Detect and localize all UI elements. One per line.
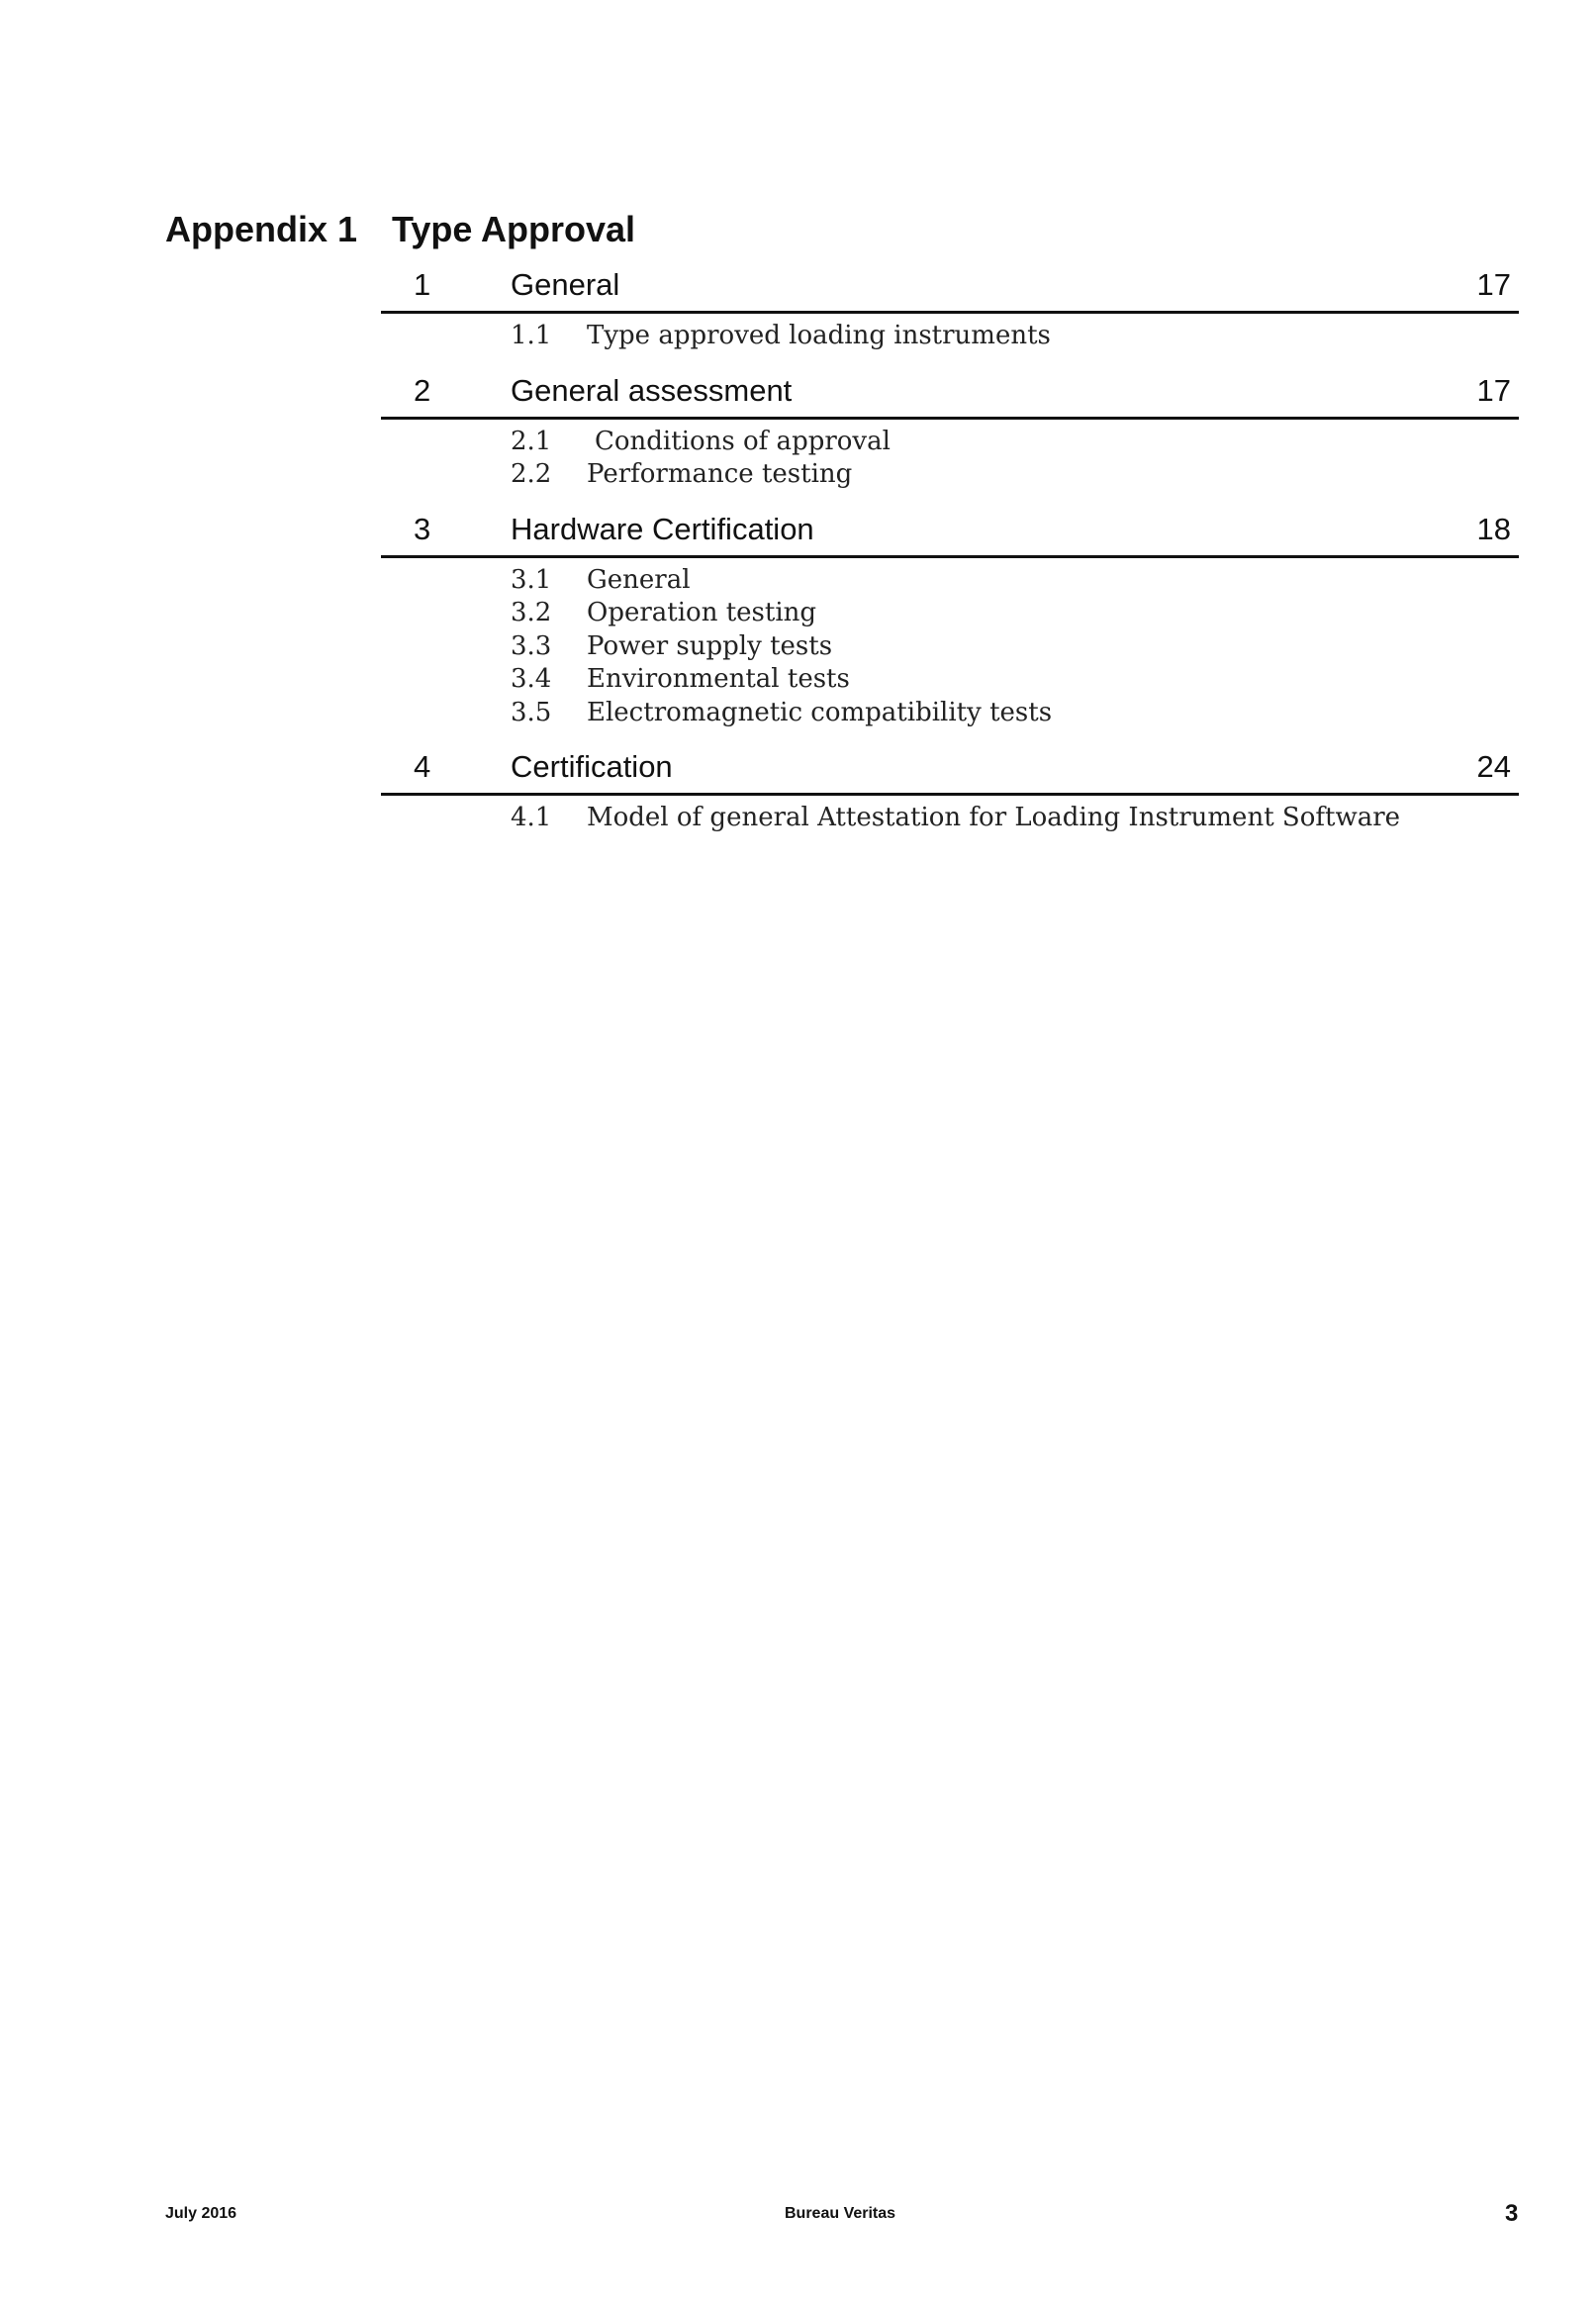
subsection-number: 2.2 bbox=[511, 459, 552, 489]
subsection-list bbox=[381, 558, 1519, 742]
subsection-title: Electromagnetic compatibility tests bbox=[587, 697, 1053, 727]
section-title: General assessment bbox=[511, 372, 793, 408]
toc-subsection-3-5[interactable] bbox=[381, 697, 1519, 730]
section-title: Hardware Certification bbox=[511, 511, 814, 546]
subsection-list bbox=[381, 420, 1519, 504]
section-page-number: 18 bbox=[1476, 511, 1511, 546]
section-number: 1 bbox=[414, 267, 431, 302]
subsection-title: Power supply tests bbox=[587, 630, 833, 661]
subsection-title: Performance testing bbox=[587, 459, 853, 489]
section-page-number: 17 bbox=[1476, 372, 1511, 408]
section-number: 3 bbox=[414, 511, 431, 546]
footer-date: July 2016 bbox=[165, 2205, 237, 2222]
toc-subsection-3-2[interactable] bbox=[381, 597, 1519, 630]
toc-subsection-3-1[interactable] bbox=[381, 564, 1519, 598]
subsection-title: Environmental tests bbox=[587, 664, 850, 694]
subsection-number: 3.5 bbox=[511, 697, 552, 727]
section-title: Certification bbox=[511, 749, 673, 784]
section-number: 4 bbox=[414, 749, 431, 784]
footer-publisher: Bureau Veritas bbox=[785, 2205, 896, 2222]
appendix-label: Appendix 1 bbox=[165, 209, 358, 249]
subsection-title: Model of general Attestation for Loading Instrument Software bbox=[587, 803, 1401, 832]
section-page-number: 17 bbox=[1476, 267, 1511, 302]
toc-subsection-1-1[interactable] bbox=[381, 320, 1519, 353]
subsection-number: 3.2 bbox=[511, 598, 552, 627]
toc-subsection-2-2[interactable] bbox=[381, 458, 1519, 492]
subsection-list bbox=[381, 796, 1519, 847]
subsection-number: 3.1 bbox=[511, 564, 552, 595]
toc-subsection-3-4[interactable] bbox=[381, 663, 1519, 697]
subsection-number: 4.1 bbox=[511, 803, 552, 832]
toc-section-1[interactable] bbox=[381, 259, 1519, 314]
section-page-number: 24 bbox=[1476, 749, 1511, 784]
appendix-heading bbox=[165, 206, 635, 253]
subsection-number: 3.4 bbox=[511, 664, 552, 694]
subsection-number: 2.1 bbox=[511, 426, 552, 456]
toc-section-3[interactable] bbox=[381, 504, 1519, 558]
section-number: 2 bbox=[414, 372, 431, 408]
footer-page-number: 3 bbox=[1505, 2200, 1519, 2227]
subsection-title: Operation testing bbox=[587, 598, 817, 627]
toc-subsection-3-3[interactable] bbox=[381, 630, 1519, 664]
appendix-title: Type Approval bbox=[392, 209, 636, 249]
subsection-number: 3.3 bbox=[511, 630, 552, 661]
subsection-title: Type approved loading instruments bbox=[587, 321, 1051, 350]
section-title: General bbox=[511, 267, 620, 302]
toc-section-4[interactable] bbox=[381, 741, 1519, 796]
subsection-title: Conditions of approval bbox=[595, 426, 891, 456]
toc-subsection-2-1[interactable] bbox=[381, 426, 1519, 459]
subsection-list bbox=[381, 314, 1519, 365]
subsection-title: General bbox=[587, 564, 691, 595]
table-of-contents bbox=[381, 259, 1519, 847]
toc-section-2[interactable] bbox=[381, 365, 1519, 420]
subsection-number: 1.1 bbox=[511, 321, 552, 350]
toc-subsection-4-1[interactable] bbox=[381, 802, 1519, 835]
